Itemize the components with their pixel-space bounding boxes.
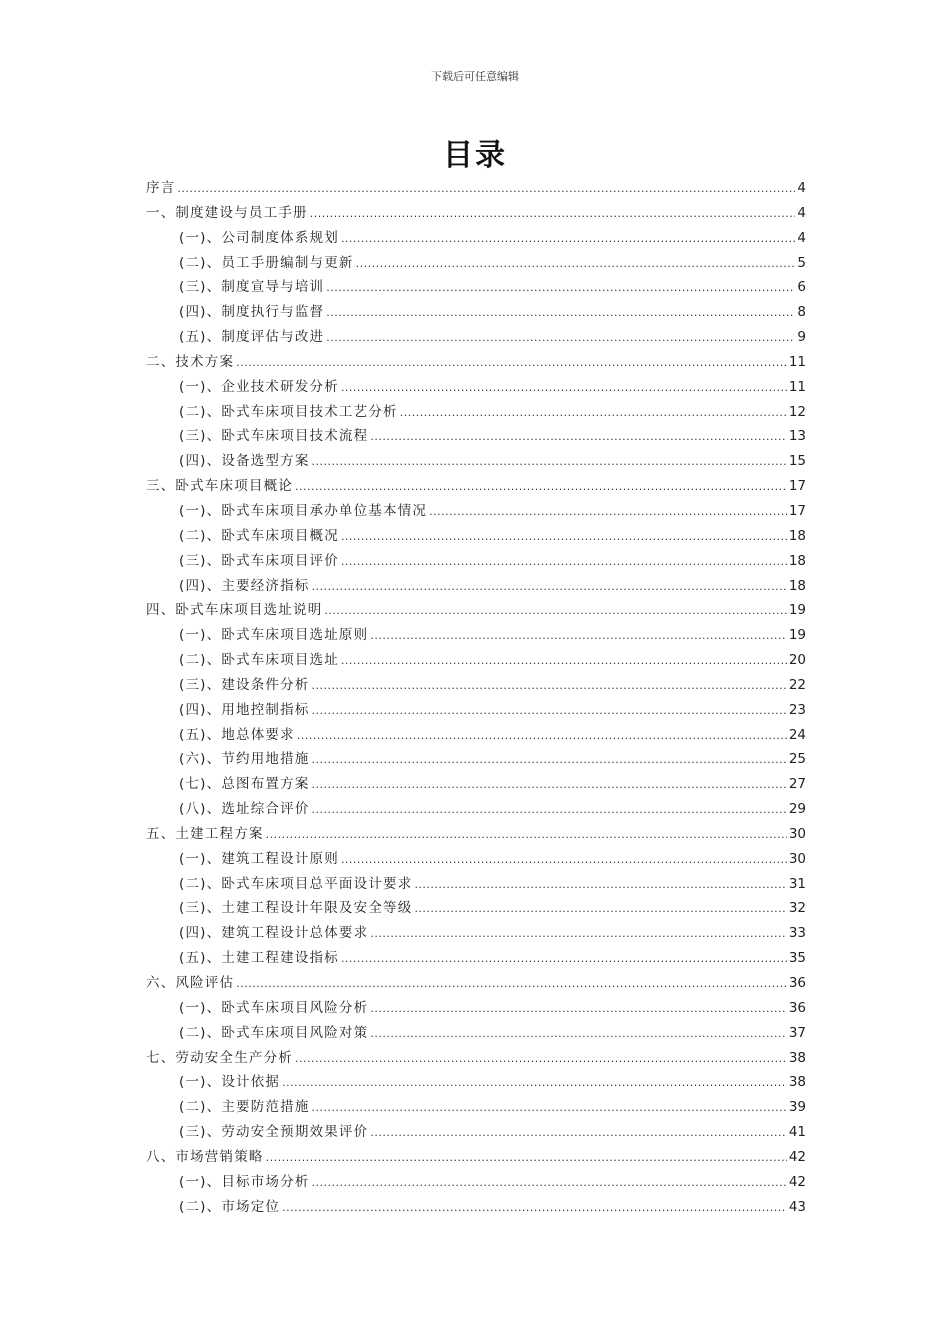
toc-entry[interactable]: [146, 1120, 806, 1145]
toc-entry[interactable]: [146, 176, 806, 201]
toc-entry[interactable]: [146, 226, 806, 251]
toc-entry-page: 25: [788, 751, 806, 768]
toc-entry-page: 24: [788, 726, 806, 743]
toc-entry-page: 12: [788, 403, 806, 420]
toc-entry[interactable]: [146, 251, 806, 276]
toc-dot-leader: [177, 176, 795, 201]
toc-entry-label: (二)、卧式车床项目总平面设计要求: [179, 875, 413, 892]
toc-entry[interactable]: [146, 847, 806, 872]
toc-dot-leader: [297, 723, 787, 748]
toc-entry[interactable]: [146, 648, 806, 673]
toc-entry[interactable]: [146, 449, 806, 474]
toc-entry-page: 33: [788, 925, 806, 942]
toc-entry-page: 38: [788, 1049, 806, 1066]
toc-entry-page: 22: [788, 676, 806, 693]
toc-dot-leader: [266, 1145, 787, 1170]
toc-entry-page: 31: [788, 875, 806, 892]
toc-entry-page: 17: [788, 502, 806, 519]
toc-entry-label: (七)、总图布置方案: [179, 776, 310, 793]
toc-entry[interactable]: [146, 797, 806, 822]
toc-entry[interactable]: [146, 1170, 806, 1195]
toc-entry-label: (四)、用地控制指标: [179, 701, 310, 718]
toc-entry-page: 18: [788, 527, 806, 544]
toc-entry[interactable]: [146, 400, 806, 425]
toc-entry-label: (一)、建筑工程设计原则: [179, 850, 339, 867]
toc-entry-page: 36: [788, 975, 806, 991]
toc-entry-label: (二)、主要防范措施: [179, 1099, 310, 1116]
toc-entry[interactable]: [146, 300, 806, 325]
toc-entry[interactable]: [146, 971, 806, 996]
toc-entry[interactable]: [146, 350, 806, 375]
toc-entry[interactable]: [146, 499, 806, 524]
toc-entry-page: 19: [788, 627, 806, 644]
toc-dot-leader: [282, 1195, 787, 1220]
toc-entry-label: (四)、设备选型方案: [179, 453, 310, 470]
toc-dot-leader: [295, 474, 787, 499]
toc-dot-leader: [341, 524, 787, 549]
toc-dot-leader: [341, 946, 787, 971]
toc-entry-page: 17: [788, 478, 806, 495]
toc-dot-leader: [312, 772, 787, 797]
toc-entry[interactable]: [146, 598, 806, 623]
toc-entry[interactable]: [146, 996, 806, 1021]
toc-dot-leader: [266, 822, 787, 847]
toc-entry[interactable]: [146, 375, 806, 400]
toc-entry-page: 39: [788, 1099, 806, 1116]
toc-entry-page: 30: [788, 850, 806, 867]
toc-entry[interactable]: [146, 524, 806, 549]
toc-entry-page: 23: [788, 701, 806, 718]
toc-entry-label: 六、风险评估: [146, 975, 235, 991]
toc-dot-leader: [341, 375, 787, 400]
toc-entry-page: 42: [788, 1173, 806, 1190]
toc-entry-label: 八、市场营销策略: [146, 1148, 264, 1165]
toc-entry-label: 一、制度建设与员工手册: [146, 204, 308, 221]
toc-entry[interactable]: [146, 424, 806, 449]
toc-entry-page: 32: [788, 900, 806, 917]
toc-entry-page: 5: [797, 254, 806, 271]
toc-entry[interactable]: [146, 896, 806, 921]
toc-entry[interactable]: [146, 1195, 806, 1220]
toc-dot-leader: [326, 300, 795, 325]
toc-dot-leader: [370, 996, 786, 1021]
toc-entry-label: (二)、卧式车床项目技术工艺分析: [179, 403, 398, 420]
toc-dot-leader: [400, 400, 787, 425]
toc-entry-page: 11: [788, 378, 806, 395]
toc-entry-label: (三)、卧式车床项目技术流程: [179, 428, 369, 445]
page-title: 目录: [443, 138, 507, 173]
toc-entry-page: 6: [797, 279, 806, 296]
toc-dot-leader: [312, 673, 787, 698]
toc-dot-leader: [429, 499, 787, 524]
toc-dot-leader: [282, 1070, 787, 1095]
toc-entry-label: (一)、卧式车床项目风险分析: [179, 999, 369, 1016]
toc-entry[interactable]: [146, 872, 806, 897]
toc-dot-leader: [324, 598, 786, 623]
toc-dot-leader: [370, 1021, 786, 1046]
toc-entry-page: 18: [788, 577, 806, 594]
toc-entry-label: (一)、目标市场分析: [179, 1173, 310, 1190]
toc-entry-page: 9: [797, 329, 806, 346]
toc-entry-label: (四)、建筑工程设计总体要求: [179, 925, 369, 942]
toc-entry[interactable]: [146, 1145, 806, 1170]
toc-dot-leader: [312, 574, 787, 599]
toc-entry[interactable]: [146, 698, 806, 723]
toc-entry[interactable]: [146, 623, 806, 648]
toc-entry-page: 43: [788, 1198, 806, 1215]
toc-entry-page: 42: [788, 1148, 806, 1165]
toc-entry-label: (二)、卧式车床项目选址: [179, 652, 339, 669]
toc-dot-leader: [326, 325, 795, 350]
toc-entry-label: 七、劳动安全生产分析: [146, 1049, 293, 1066]
toc-dot-leader: [370, 921, 786, 946]
toc-entry-label: (八)、选址综合评价: [179, 801, 310, 818]
toc-entry-page: 38: [788, 1074, 806, 1091]
toc-dot-leader: [341, 549, 787, 574]
toc-entry[interactable]: [146, 574, 806, 599]
toc-entry-page: 41: [788, 1124, 806, 1141]
toc-entry-label: 五、土建工程方案: [146, 825, 264, 842]
toc-entry[interactable]: [146, 474, 806, 499]
toc-entry[interactable]: [146, 275, 806, 300]
toc-entry-label: (一)、设计依据: [179, 1074, 281, 1091]
toc-dot-leader: [312, 1095, 787, 1120]
toc-entry-label: (四)、制度执行与监督: [179, 304, 325, 321]
toc-entry-label: (一)、卧式车床项目承办单位基本情况: [179, 502, 428, 519]
toc-dot-leader: [312, 698, 787, 723]
toc-entry[interactable]: [146, 673, 806, 698]
toc-entry[interactable]: [146, 325, 806, 350]
toc-dot-leader: [310, 201, 796, 226]
toc-entry[interactable]: [146, 772, 806, 797]
toc-dot-leader: [370, 623, 786, 648]
toc-dot-leader: [295, 1046, 787, 1071]
toc-entry-page: 18: [788, 552, 806, 569]
toc-dot-leader: [414, 896, 786, 921]
toc-dot-leader: [370, 1120, 786, 1145]
toc-entry-label: (二)、员工手册编制与更新: [179, 254, 354, 271]
toc-entry-label: 序言: [146, 180, 176, 196]
toc-entry-page: 4: [797, 204, 806, 221]
toc-entry-label: (四)、主要经济指标: [179, 577, 310, 594]
toc-entry-label: (二)、卧式车床项目风险对策: [179, 1024, 369, 1041]
toc-entry-page: 20: [788, 652, 806, 669]
toc-entry-label: (二)、卧式车床项目概况: [179, 527, 339, 544]
toc-entry-label: (三)、建设条件分析: [179, 676, 310, 693]
toc-entry[interactable]: [146, 747, 806, 772]
toc-dot-leader: [356, 251, 796, 276]
toc-dot-leader: [312, 1170, 787, 1195]
toc-dot-leader: [341, 226, 795, 251]
toc-entry-label: (三)、土建工程设计年限及安全等级: [179, 900, 413, 917]
toc-dot-leader: [414, 872, 786, 897]
toc-entry-page: 37: [788, 1024, 806, 1041]
page-header: 下载后可任意编辑: [431, 70, 519, 83]
toc-entry[interactable]: [146, 1021, 806, 1046]
toc-entry[interactable]: [146, 723, 806, 748]
toc-dot-leader: [236, 971, 787, 996]
toc-entry-page: 35: [788, 950, 806, 967]
toc-entry-label: 二、技术方案: [146, 353, 235, 370]
toc-entry-label: (三)、劳动安全预期效果评价: [179, 1124, 369, 1141]
toc-entry-page: 15: [788, 453, 806, 470]
toc-entry-page: 30: [788, 825, 806, 842]
toc-entry[interactable]: [146, 946, 806, 971]
toc-entry[interactable]: [146, 1070, 806, 1095]
toc-entry-label: (一)、公司制度体系规划: [179, 229, 339, 246]
toc-entry-page: 8: [797, 304, 806, 321]
toc-dot-leader: [341, 648, 787, 673]
toc-entry[interactable]: [146, 201, 806, 226]
toc-entry-page: 27: [788, 776, 806, 793]
toc-entry-label: (一)、企业技术研发分析: [179, 378, 339, 395]
toc-dot-leader: [326, 275, 795, 300]
toc-entry-label: 三、卧式车床项目概论: [146, 478, 293, 495]
toc-dot-leader: [341, 847, 787, 872]
toc-entry[interactable]: [146, 921, 806, 946]
toc-entry[interactable]: [146, 1095, 806, 1120]
toc-entry-label: (五)、地总体要求: [179, 726, 295, 743]
toc-entry-label: (五)、土建工程建设指标: [179, 950, 339, 967]
toc-entry-label: 四、卧式车床项目选址说明: [146, 602, 323, 619]
toc-entry[interactable]: [146, 549, 806, 574]
toc-entry-label: (五)、制度评估与改进: [179, 329, 325, 346]
toc-entry-page: 4: [797, 180, 806, 196]
toc-entry-label: (一)、卧式车床项目选址原则: [179, 627, 369, 644]
toc-entry-page: 29: [788, 801, 806, 818]
toc-entry-page: 19: [788, 602, 806, 619]
toc-dot-leader: [312, 797, 787, 822]
toc-dot-leader: [236, 350, 787, 375]
toc-entry-label: (二)、市场定位: [179, 1198, 281, 1215]
toc-entry[interactable]: [146, 822, 806, 847]
toc-entry-page: 11: [788, 353, 806, 370]
toc-entry-page: 4: [797, 229, 806, 246]
toc-entry-page: 13: [788, 428, 806, 445]
toc-dot-leader: [312, 449, 787, 474]
toc-entry-page: 36: [788, 999, 806, 1016]
toc-entry-label: (三)、卧式车床项目评价: [179, 552, 339, 569]
table-of-contents: [146, 176, 806, 1219]
toc-entry-label: (三)、制度宣导与培训: [179, 279, 325, 296]
toc-dot-leader: [312, 747, 787, 772]
toc-dot-leader: [370, 424, 786, 449]
toc-entry-label: (六)、节约用地措施: [179, 751, 310, 768]
toc-entry[interactable]: [146, 1046, 806, 1071]
